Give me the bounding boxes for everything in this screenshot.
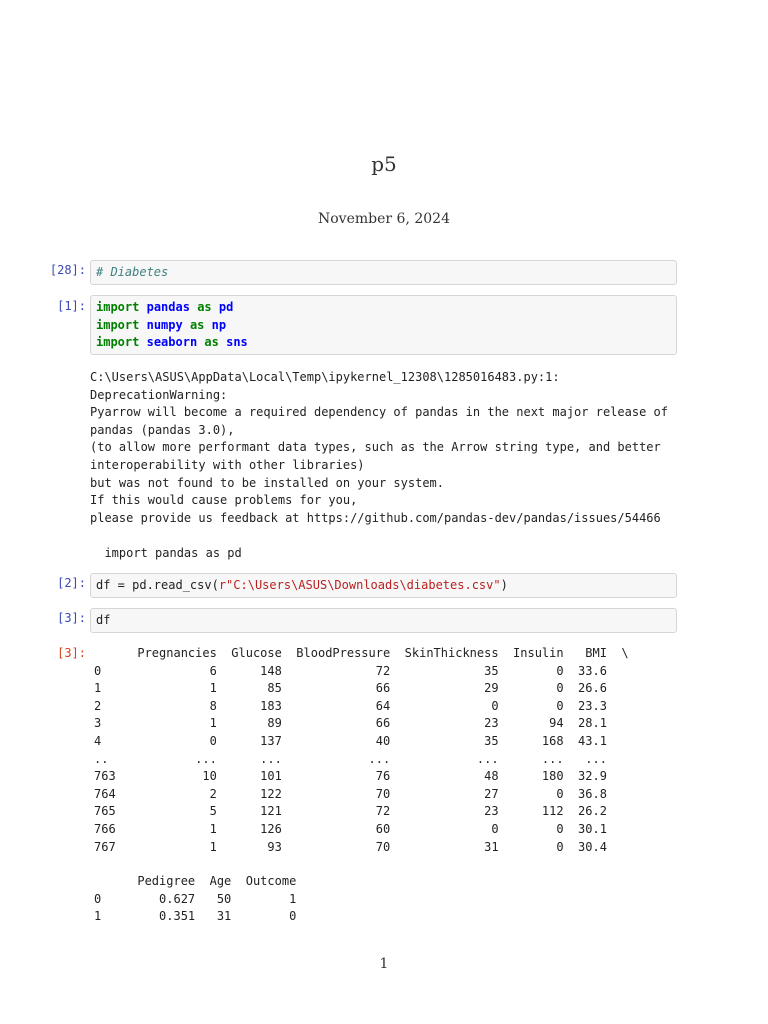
code-cell-28[interactable] bbox=[90, 260, 677, 285]
code-line: import numpy as np bbox=[96, 317, 227, 332]
code-text: df = pd.read_csv( bbox=[96, 578, 219, 592]
cell-prompt-28: [28]: bbox=[49, 263, 86, 277]
code-text: df bbox=[96, 613, 111, 627]
document-title: p5 bbox=[371, 152, 397, 176]
dataframe-output-table: Pregnancies Glucose BloodPressure SkinThickness Insulin BMI \ 0 6 148 72 35 0 33.6 1 1 85 66 29 0 26.6 2 8 183 64 0 0 23.3 3 1 89 66 23 94 28.1 4 0 137 40 35 168 43.1 .. ... ... ... ... ... ... 763 10 101 76 48 180 32.9 764 2 122 70 27 0 36.8 765 5 121 72 23 112 26.2 766 1 126 60 0 0 30.1 767 1 93 70 31 0 30.4 bbox=[94, 646, 629, 854]
code-comment: # Diabetes bbox=[96, 265, 169, 279]
code-line: import seaborn as sns bbox=[96, 335, 248, 350]
code-line: import pandas as pd bbox=[96, 300, 234, 314]
deprecation-warning-output: C:\Users\ASUS\AppData\Local\Temp\ipykernel_12308\1285016483.py:1: DeprecationWarning: Pyarrow will become a required dependency of pandas in the next major release of pandas (pandas 3.0), (to allow more performant data types, such as the Arrow string type, and better interoperability with other libraries) but was not found to be installed on your system. If this would cause problems for you, please provide us feedback at https://github.com/pandas-dev/pandas/issues/54466 bbox=[90, 370, 668, 525]
dataframe-output-table-continued: Pedigree Age Outcome 0 0.627 50 1 1 0.351 31 0 bbox=[94, 874, 297, 924]
cell-prompt-3: [3]: bbox=[57, 611, 86, 625]
page-number: 1 bbox=[379, 956, 389, 972]
code-cell-3[interactable] bbox=[90, 608, 677, 633]
cell-prompt-2: [2]: bbox=[57, 576, 86, 590]
document-date: November 6, 2024 bbox=[318, 211, 450, 227]
warning-source-line: import pandas as pd bbox=[90, 546, 242, 560]
code-text-end: ) bbox=[500, 578, 508, 592]
cell-prompt-1: [1]: bbox=[57, 299, 86, 313]
code-string: r"C:\Users\ASUS\Downloads\diabetes.csv" bbox=[218, 578, 501, 592]
output-prompt-3: [3]: bbox=[57, 646, 86, 660]
code-cell-2[interactable] bbox=[90, 573, 677, 598]
code-cell-1[interactable] bbox=[90, 295, 677, 355]
